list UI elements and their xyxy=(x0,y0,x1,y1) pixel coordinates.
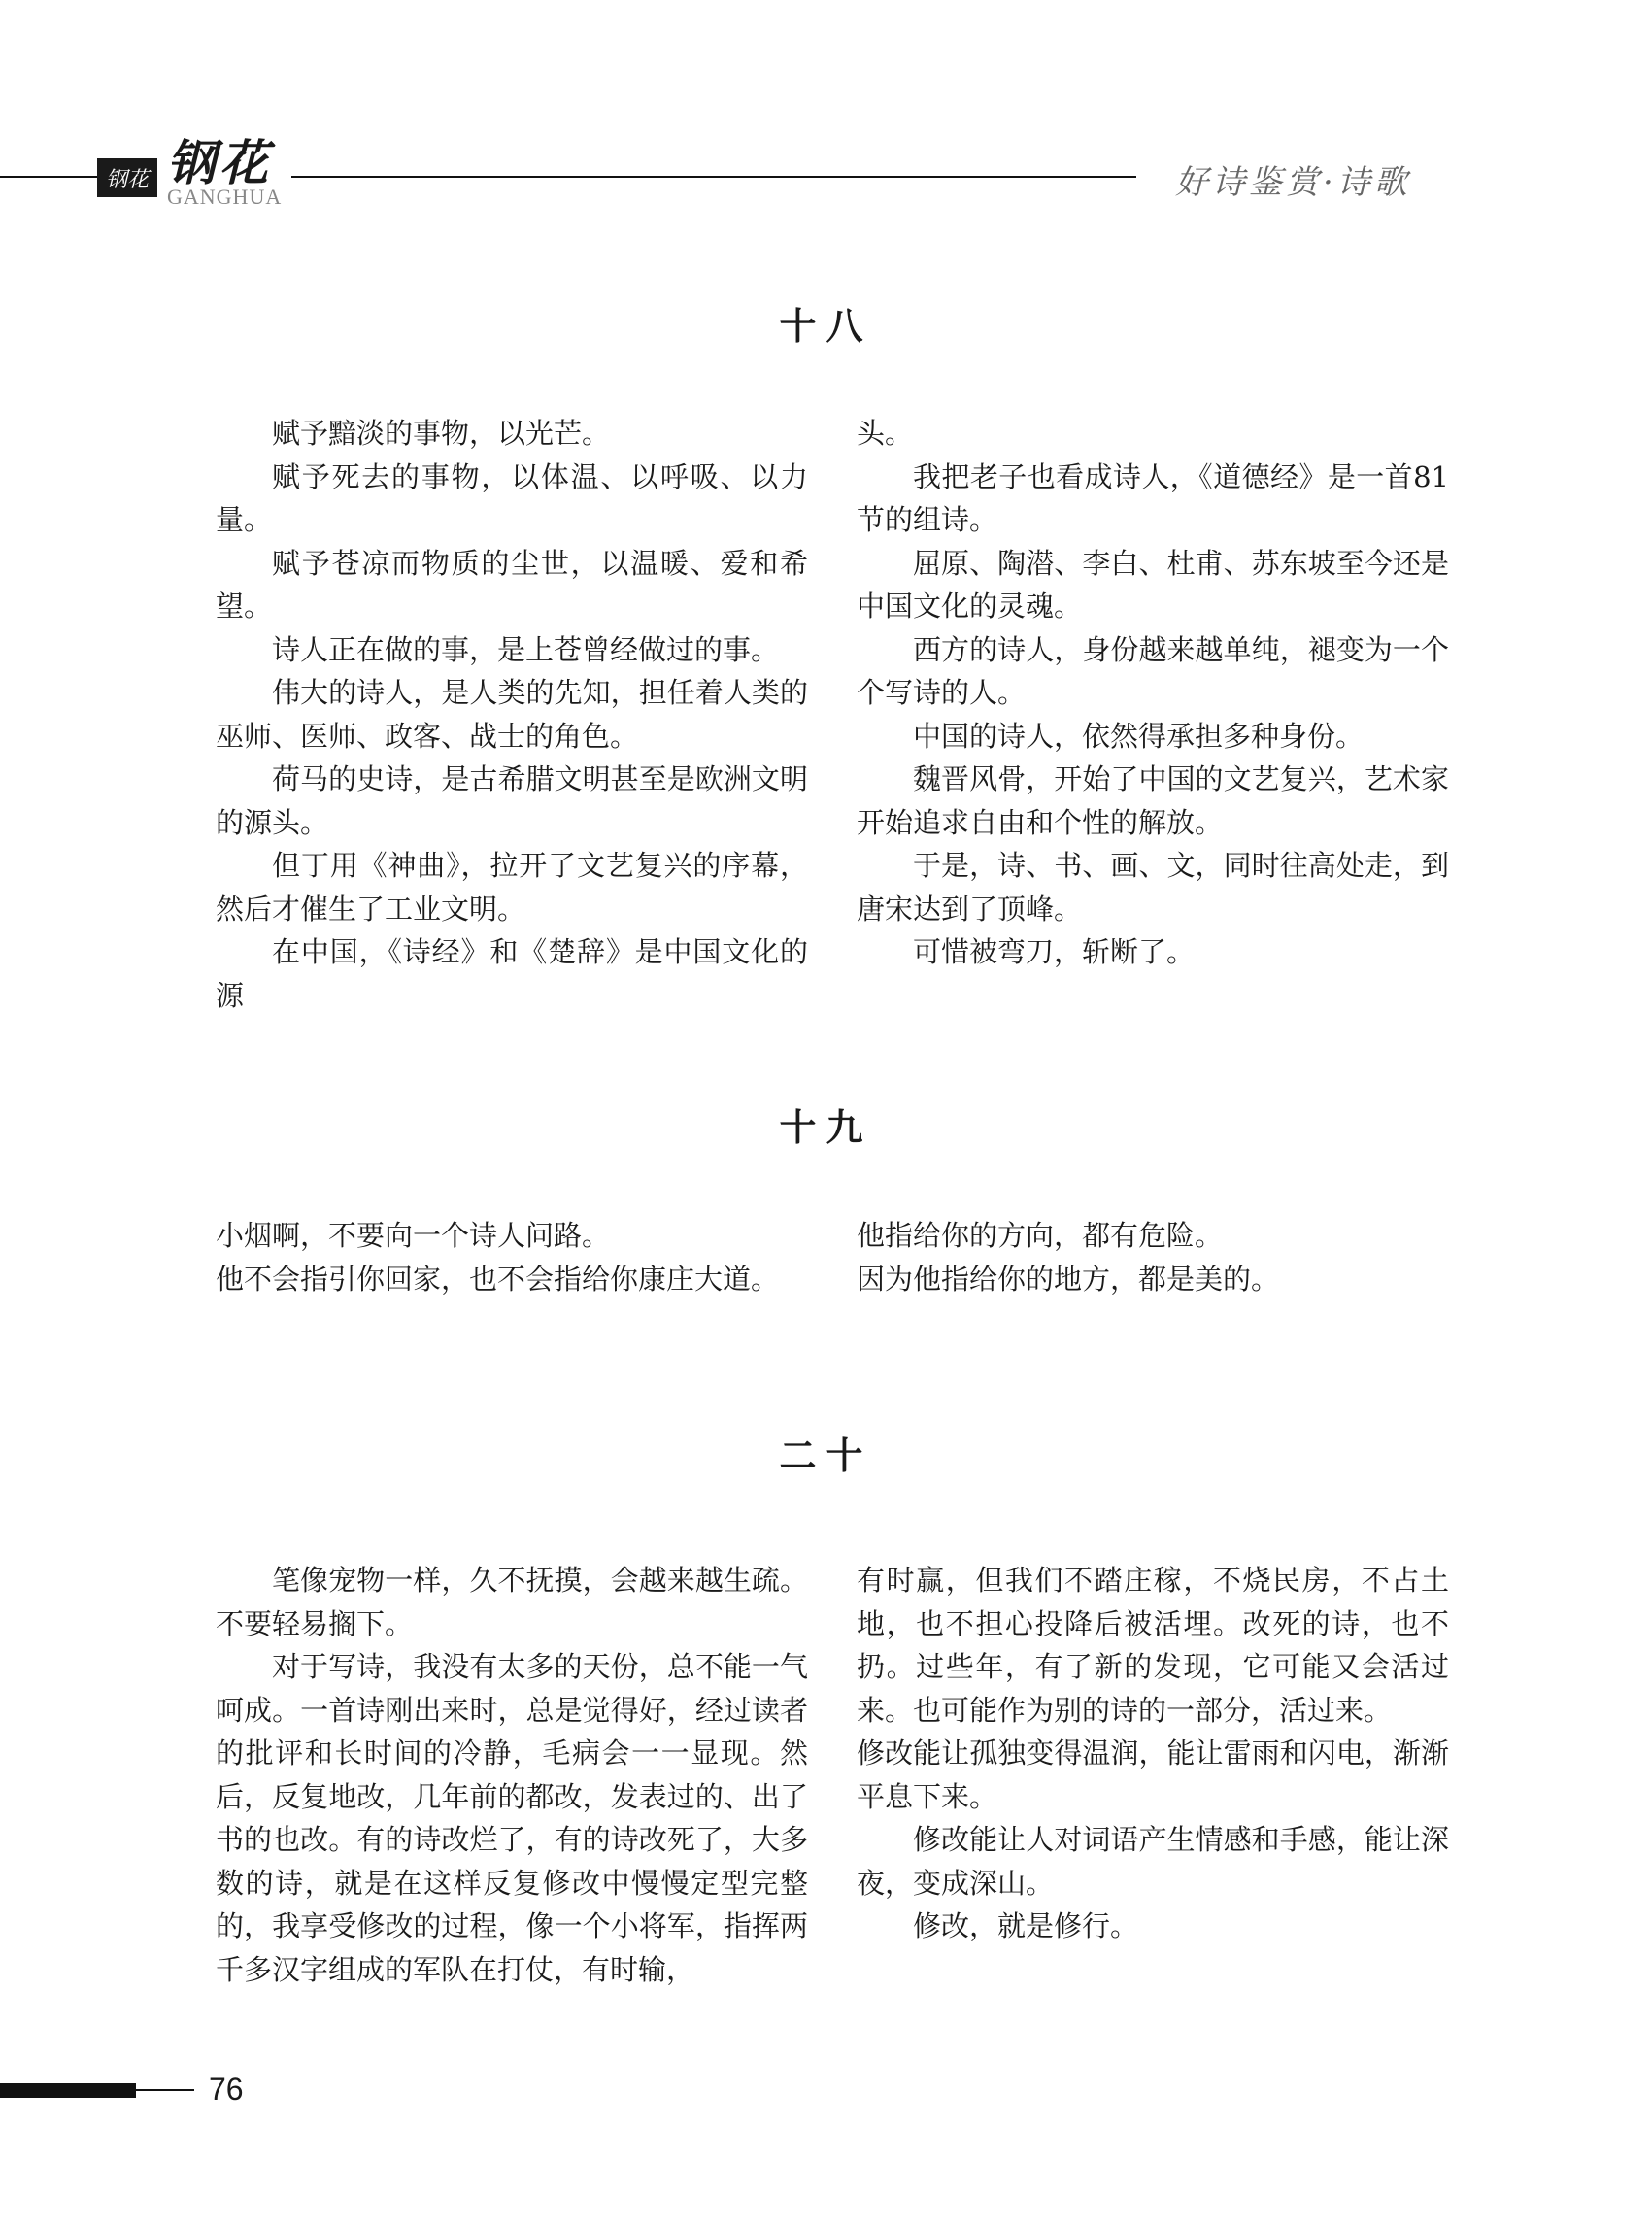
paragraph: 可惜被弯刀，斩断了。 xyxy=(913,935,1196,968)
paragraph: 但丁用《神曲》，拉开了文艺复兴的序幕，然后才催生了工业文明。 xyxy=(216,849,808,926)
paragraph: 头。 xyxy=(857,417,914,450)
paragraph: 我把老子也看成诗人，《道德经》是一首81节的组诗。 xyxy=(857,459,1449,536)
paragraph: 他不会指引你回家，也不会指给你康庄大道。 xyxy=(216,1262,780,1296)
section-title: 十八 xyxy=(779,305,873,348)
column-title: 好诗鉴赏·诗歌 xyxy=(1175,163,1411,202)
footer-bar xyxy=(0,2083,136,2098)
section-title: 十九 xyxy=(779,1106,873,1149)
section-title: 二十 xyxy=(779,1434,873,1477)
paragraph: 因为他指给你的地方，都是美的。 xyxy=(857,1262,1280,1296)
paragraph: 修改，就是修行。 xyxy=(913,1909,1139,1942)
header-rule-right xyxy=(291,176,1136,178)
paragraph: 于是，诗、书、画、文，同时往高处走，到唐宋达到了顶峰。 xyxy=(857,849,1449,926)
magazine-logo-latin: GANGHUA xyxy=(167,185,283,209)
paragraph: 荷马的史诗，是古希腊文明甚至是欧洲文明的源头。 xyxy=(216,762,808,839)
paragraph: 对于写诗，我没有太多的天份，总不能一气呵成。一首诗刚出来时，总是觉得好，经过读者的批评和长时间的冷静，毛病会一一显现。然后，反复地改，几年前的都改，发表过的、出了书的也改。有的诗改烂了，有的诗改死了，大多数的诗，就是在这样反复修改中慢慢定型完整的，我享受修改的过程，像一个小将军，指挥两千多汉字组成的军队在打仗，有时输， xyxy=(216,1650,808,1986)
logo-badge: 钢花 xyxy=(97,158,157,197)
paragraph: 赋予黯淡的事物，以光芒。 xyxy=(272,417,611,450)
paragraph: 赋予死去的事物，以体温、以呼吸、以力量。 xyxy=(216,459,808,536)
paragraph: 他指给你的方向，都有危险。 xyxy=(857,1219,1224,1252)
paragraph: 有时赢，但我们不踏庄稼，不烧民房，不占土地，也不担心投降后被活埋。改死的诗，也不扔。过些年，有了新的发现，它可能又会活过来。也可能作为别的诗的一部分，活过来。 xyxy=(857,1564,1449,1727)
paragraph: 在中国，《诗经》和《楚辞》是中国文化的源 xyxy=(216,935,808,1012)
paragraph: 魏晋风骨，开始了中国的文艺复兴，艺术家开始追求自由和个性的解放。 xyxy=(857,762,1449,839)
section-18-right-column xyxy=(857,412,1449,974)
paragraph: 修改能让人对词语产生情感和手感，能让深夜，变成深山。 xyxy=(857,1823,1449,1900)
section-20-left-column xyxy=(216,1559,808,1991)
section-19-right-column xyxy=(857,1214,1449,1300)
paragraph: 小烟啊，不要向一个诗人问路。 xyxy=(216,1219,611,1252)
paragraph: 赋予苍凉而物质的尘世，以温暖、爱和希望。 xyxy=(216,546,808,623)
paragraph: 西方的诗人，身份越来越单纯，褪变为一个个写诗的人。 xyxy=(857,632,1449,709)
page-header xyxy=(0,0,1652,223)
paragraph: 诗人正在做的事，是上苍曾经做过的事。 xyxy=(272,632,780,666)
magazine-logo: 钢花 xyxy=(167,134,272,191)
paragraph: 笔像宠物一样，久不抚摸，会越来越生疏。不要轻易搁下。 xyxy=(216,1564,808,1640)
footer-rule xyxy=(136,2089,194,2091)
page-number: 76 xyxy=(209,2072,244,2107)
header-rule-left xyxy=(0,176,97,178)
paragraph: 修改能让孤独变得温润，能让雷雨和闪电，渐渐平息下来。 xyxy=(857,1737,1449,1813)
section-18-left-column xyxy=(216,412,808,1017)
section-19-left-column xyxy=(216,1214,808,1300)
section-20-right-column xyxy=(857,1559,1449,1948)
paragraph: 中国的诗人，依然得承担多种身份。 xyxy=(913,719,1365,753)
paragraph: 伟大的诗人，是人类的先知，担任着人类的巫师、医师、政客、战士的角色。 xyxy=(216,676,808,753)
paragraph: 屈原、陶潜、李白、杜甫、苏东坡至今还是中国文化的灵魂。 xyxy=(857,546,1449,623)
